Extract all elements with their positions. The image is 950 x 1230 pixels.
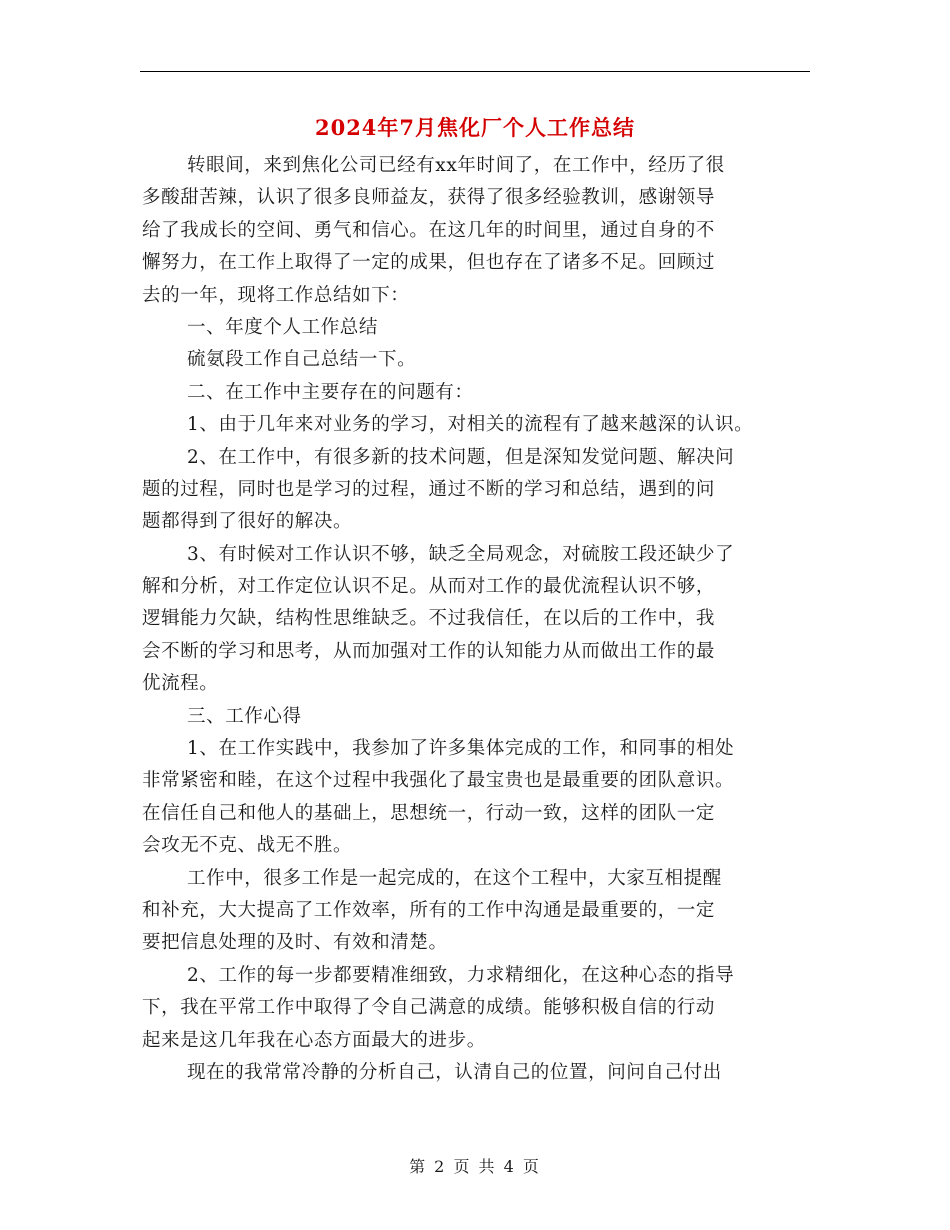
paragraph-line: 会不断的学习和思考，从而加强对工作的认知能力从而做出工作的最	[142, 640, 716, 662]
paragraph-line: 3、有时候对工作认识不够，缺乏全局观念，对硫胺工段还缺少了	[187, 543, 735, 565]
paragraph-line: 给了我成长的空间、勇气和信心。在这几年的时间里，通过自身的不	[142, 219, 716, 241]
paragraph-line: 转眼间，来到焦化公司已经有xx年时间了，在工作中，经历了很	[187, 155, 725, 176]
paragraph-line: 要把信息处理的及时、有效和清楚。	[142, 932, 448, 954]
section-heading: 一、年度个人工作总结	[187, 316, 379, 338]
paragraph-line: 在信任自己和他人的基础上，思想统一，行动一致，这样的团队一定	[142, 802, 716, 824]
paragraph-line: 优流程。	[142, 673, 219, 695]
paragraph-line: 2、工作的每一步都要精准细致，力求精细化，在这种心态的指导	[187, 964, 735, 986]
paragraph-line: 题的过程，同时也是学习的过程，通过不断的学习和总结，遇到的问	[142, 478, 716, 500]
paragraph-line: 非常紧密和睦，在这个过程中我强化了最宝贵也是最重要的团队意识。	[142, 770, 735, 792]
section-heading: 二、在工作中主要存在的问题有：	[187, 381, 474, 403]
paragraph-line: 解和分析，对工作定位认识不足。从而对工作的最优流程认识不够，	[142, 576, 716, 598]
paragraph-line: 1、由于几年来对业务的学习，对相关的流程有了越来越深的认识。	[187, 414, 754, 436]
paragraph-line: 懈努力，在工作上取得了一定的成果，但也存在了诸多不足。回顾过	[142, 252, 716, 274]
paragraph-line: 下，我在平常工作中取得了令自己满意的成绩。能够积极自信的行动	[142, 997, 716, 1019]
paragraph-line: 起来是这几年我在心态方面最大的进步。	[142, 1029, 486, 1051]
paragraph-line: 2、在工作中，有很多新的技术问题，但是深知发觉问题、解决问	[187, 446, 735, 468]
page-number: 第 2 页 共 4 页	[409, 1157, 541, 1176]
section-heading: 三、工作心得	[187, 705, 302, 727]
paragraph-line: 逻辑能力欠缺，结构性思维缺乏。不过我信任，在以后的工作中，我	[142, 608, 716, 630]
header-rule	[140, 71, 810, 72]
paragraph-line: 1、在工作实践中，我参加了许多集体完成的工作，和同事的相处	[187, 738, 735, 760]
paragraph-line: 去的一年，现将工作总结如下：	[142, 284, 410, 306]
paragraph-line: 工作中，很多工作是一起完成的，在这个工程中，大家互相提醒	[187, 867, 722, 889]
paragraph-line: 题都得到了很好的解决。	[142, 511, 353, 533]
paragraph-line: 多酸甜苦辣，认识了很多良师益友，获得了很多经验教训，感谢领导	[142, 187, 716, 209]
paragraph-line: 硫氨段工作自己总结一下。	[187, 349, 417, 371]
paragraph-line: 和补充，大大提高了工作效率，所有的工作中沟通是最重要的，一定	[142, 899, 716, 921]
document-title: 2024年7月焦化厂个人工作总结	[314, 115, 636, 140]
paragraph-line: 现在的我常常冷静的分析自己，认清自己的位置，问问自己付出	[187, 1061, 722, 1083]
document-body	[142, 150, 822, 1089]
paragraph-line: 会攻无不克、战无不胜。	[142, 835, 353, 857]
